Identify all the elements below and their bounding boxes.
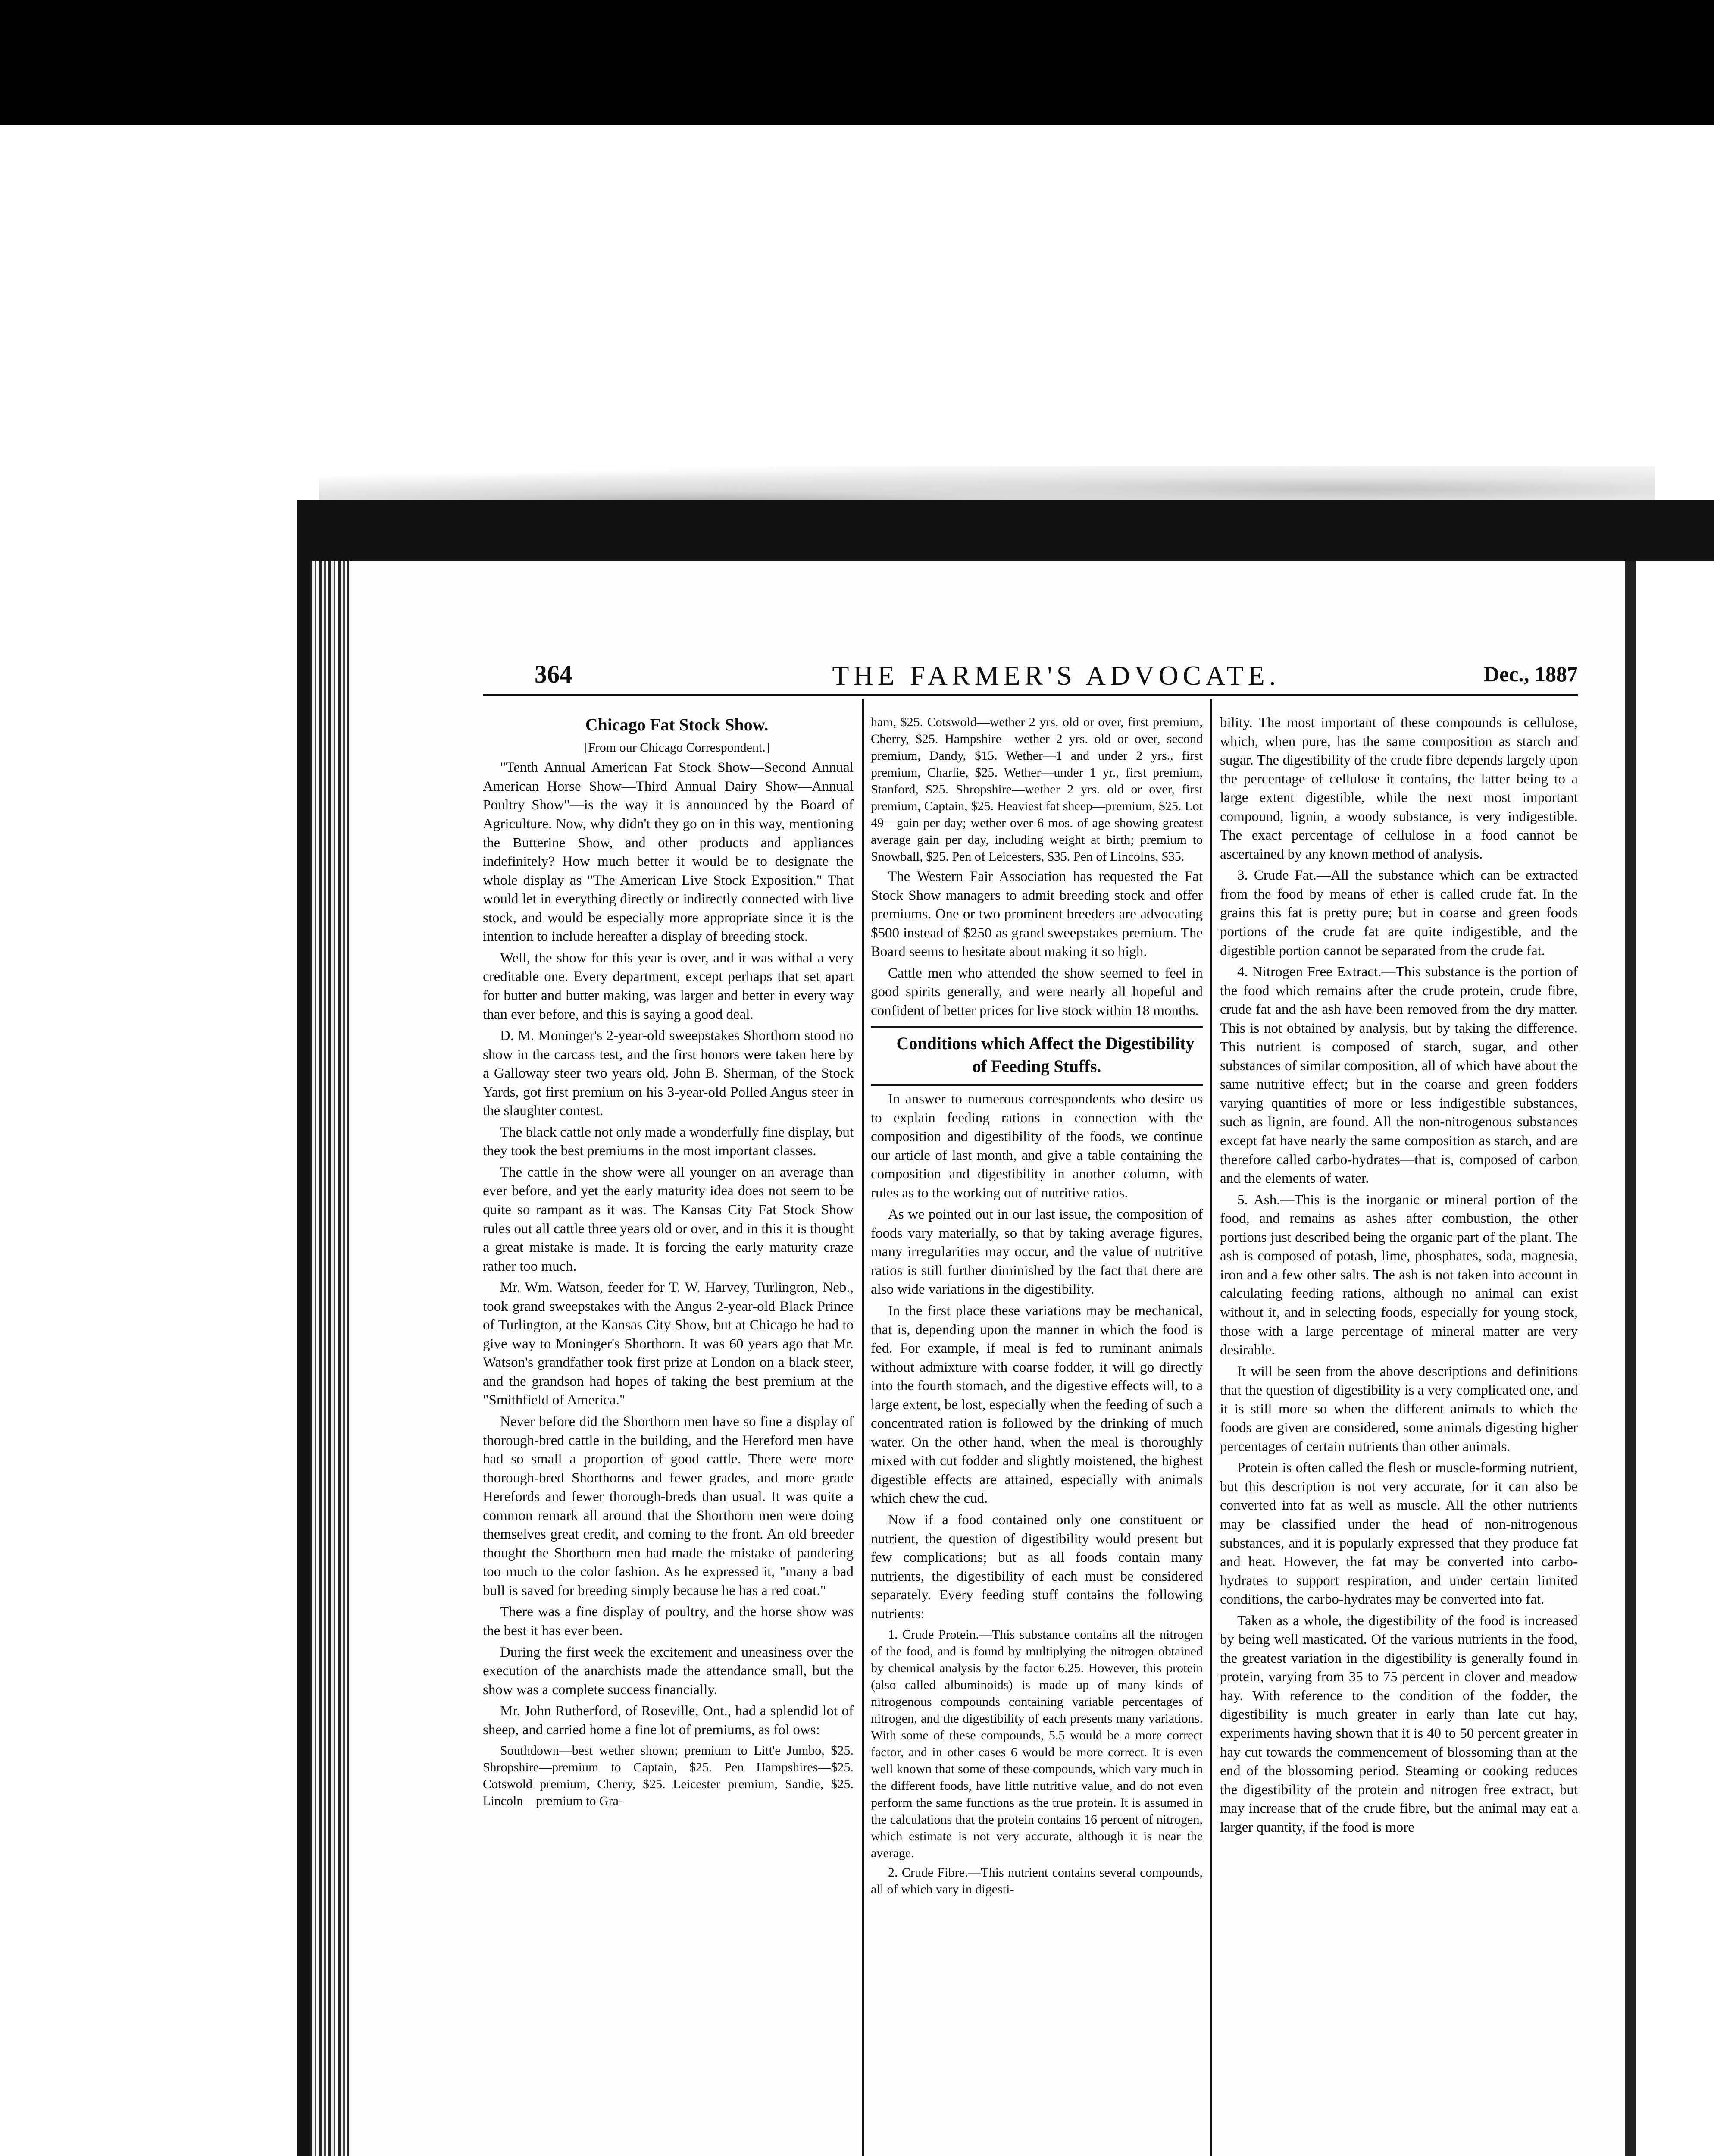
paragraph: 1. Crude Protein.—This substance contains all the nitrogen of the food, and is found by multiplying the nitrogen obtained by chemical analysis by the factor 6.25. However, this protein (also called albuminoids) is made up of many kinds of nitrogenous compounds containing variable percentages of nitrogen, and the digestibility of each presents many variations. With some of these compounds, 5.5 would be a more correct factor, and in other cases 6 would be more correct. It is even well known that some of these compounds, which vary much in the different foods, have little nutritive value, and do not even perform the same functions as the true protein. It is assumed in the calculations that the protein contains 16 percent of nitrogen, which estimate is not very accurate, although it is near the average. <box>871 1627 1203 1861</box>
paragraph: "Tenth Annual American Fat Stock Show—Second Annual American Horse Show—Third Annual Dairy Show—Annual Poultry Show"—is the way it is announced by the Board of Agriculture. Now, why didn't they go on in this way, mentioning the Butterine Show, and other products and appliances indefinitely? How much better it would be to designate the whole display as "The American Live Stock Exposition." That would let in everything directly or indirectly connected with live stock, and would be especially more appropriate since it is the intention to include hereafter a display of breeding stock. <box>483 760 854 945</box>
facing-page <box>1636 561 1714 2156</box>
column-3 <box>1220 714 1578 2156</box>
paragraph: There was a fine display of poultry, and the horse show was the best it has ever been. <box>483 1604 854 1639</box>
masthead-title: THE FARMER'S ADVOCATE. <box>832 660 1280 691</box>
paragraph: 3. Crude Fat.—All the substance which can be extracted from the food by means of ether is called crude fat. In the grains this fat is pretty pure; but in coarse and green foods portions of the crude fat are quite indigestible, and the digestible portion cannot be separated from the crude fat. <box>1220 868 1578 959</box>
paragraph: Protein is often called the flesh or muscle-forming nutrient, but this description is not very accurate, for it can also be converted into fat as well as muscle. All the other nutrients may be classified under the head of non-nitrogenous substances, and it is popularly expressed that they produce fat and heat. However, the fat may be converted into carbo-hydrates to support respiration, and under certain limited conditions, the carbo-hydrates may be converted into fat. <box>1220 1460 1578 1608</box>
paragraph: The cattle in the show were all younger on an average than ever before, and yet the early maturity idea does not seem to be quite so rampant as it was. The Kansas City Fat Stock Show rules out all cattle three years old or over, and in this it is thought a great mistake is made. It is forcing the early maturity craze rather too much. <box>483 1164 854 1274</box>
paragraph: Never before did the Shorthorn men have so fine a display of thorough-bred cattle in the building, and the Hereford men have had so small a proportion of good cattle. There were more thorough-bred Shorthorns and fewer grades, and more grade Herefords and fewer thorough-breds than usual. It was quite a common remark all around that the Shorthorn men were doing themselves great credit, and coming to the front. An old breeder thought the Shorthorn men had made the mistake of pandering too much to the color fashion. As he expressed it, "many a bad bull is saved for breeding simply because he has a red coat." <box>483 1413 854 1598</box>
paragraph: Mr. Wm. Watson, feeder for T. W. Harvey, Turlington, Neb., took grand sweepstakes with the Angus 2-year-old Black Prince of Turlington, at the Kansas City Show, but at Chicago he had to give way to Moninger's Shorthorn. It was 60 years ago that Mr. Watson's grandfather took first prize at London on a black steer, and the grandson had hopes of taking the best premium at the "Smithfield of America." <box>483 1280 854 1408</box>
page-number: 364 <box>535 660 572 688</box>
paragraph: 2. Crude Fibre.—This nutrient contains several compounds, all of which vary in digesti- <box>871 1865 1203 1897</box>
title-rule <box>871 1084 1203 1086</box>
header-rule <box>483 694 1578 696</box>
paragraph: D. M. Moninger's 2-year-old sweepstakes Shorthorn stood no show in the carcass test, and the first honors were taken here by a Galloway steer two years old. John B. Sherman, of the Stock Yards, got first premium on his 3-year-old Polled Angus steer in the slaughter contest. <box>483 1028 854 1119</box>
paragraph: ham, $25. Cotswold—wether 2 yrs. old or over, first premium, Cherry, $25. Hampshire—wether 2 yrs. old or over, second premium, Dandy, $15. Wether—1 and under 2 yrs., first premium, Charlie, $25. Wether—under 1 yr., first premium, Stanford, $25. Shropshire—wether 2 yrs. old or over, first premium, Captain, $25. Heaviest fat sheep—premium, $25. Lot 49—gain per day; wether over 6 mos. of age showing greatest average gain per day, including weight at birth; premium to Snowball, $25. Pen of Leicesters, $35. Pen of Lincolns, $35. <box>871 715 1203 864</box>
paragraph: In answer to numerous correspondents who desire us to explain feeding rations in connection with the composition and digestibility of the foods, we continue our article of last month, and give a table containing the composition and digestibility in another column, with rules as to the working out of nutritive ratios. <box>871 1091 1203 1201</box>
paragraph: The Western Fair Association has requested the Fat Stock Show managers to admit breeding stock and offer premiums. One or two prominent breeders are advocating $500 instead of $250 as grand sweepstakes premium. The Board seems to hesitate about making it so high. <box>871 869 1203 960</box>
paragraph: Mr. John Rutherford, of Roseville, Ont., had a splendid lot of sheep, and carried home a fine lot of premiums, as fol ows: <box>483 1703 854 1738</box>
paragraph: 4. Nitrogen Free Extract.—This substance is the portion of the food which remains after the crude protein, crude fibre, crude fat and the ash have been removed from the dry matter. This is not obtained by analysis, but by taking the difference. This nutrient is composed of starch, sugar, and other substances of similar composition, all of which have about the same nutritive effect; but in the coarse and green fodders varying quantities of more or less indigestible substances, such as lignin, are found. All the non-nitrogenous substances except fat have nearly the same composition as starch, and are therefore called carbo-hydrates—that is, composed of carbon and the elements of water. <box>1220 964 1578 1187</box>
paragraph: The black cattle not only made a wonderfully fine display, but they took the best premiums in the most important classes. <box>483 1124 854 1159</box>
issue-date: Dec., 1887 <box>1484 662 1578 686</box>
column-1 <box>483 714 854 2156</box>
premium-list: Southdown—best wether shown; premium to Litt'e Jumbo, $25. Shropshire—premium to Captain, $25. Pen Hampshires—$25. Cotswold premium, Cherry, $25. Leicester premium, Sandie, $25. Lincoln—premium to Gra- <box>483 1743 854 1808</box>
paragraph: It will be seen from the above descriptions and definitions that the question of digestibility is a very complicated one, and it is still more so when the different animals to which the foods are given are considered, some animals digesting higher percentages of certain nutrients than other animals. <box>1220 1363 1578 1454</box>
column-divider-1 <box>862 699 864 2156</box>
paragraph: Now if a food contained only one constituent or nutrient, the question of digestibility would present but few complications; but as all foods contain many nutrients, the digestibility of each must be considered separately. Every feeding stuff contains the following nutrients: <box>871 1512 1203 1622</box>
paragraph: During the first week the excitement and uneasiness over the execution of the anarchists made the attendance small, but the show was a complete success financially. <box>483 1644 854 1698</box>
page-header <box>535 660 1578 690</box>
column-2 <box>871 714 1203 2156</box>
column-divider-2 <box>1210 699 1212 2156</box>
paragraph: Taken as a whole, the digestibility of the food is increased by being well masticated. Of the various nutrients in the food, the greatest variation in the digestibility is generally found in protein, varying from 35 to 75 percent in clover and meadow hay. With reference to the condition of the fodder, the digestibility is much greater in early than late cut hay, experiments having shown that it is 40 to 50 percent greater in hay cut towards the commencement of blossoming than at the end of the blossoming period. Steaming or cooking reduces the digestibility of the protein and nitrogen free extract, but may increase that of the crude fibre, but the animal may eat a larger quantity, if the food is more <box>1220 1613 1578 1835</box>
paragraph: In the first place these variations may be mechanical, that is, depending upon the manner in which the food is fed. For example, if meal is fed to ruminant animals without admixture with coarse fodder, it will go directly into the fourth stomach, and the digestive effects will, to a large extent, be lost, especially when the feeding of such a concentrated ration is followed by the drinking of much water. On the other hand, when the meal is thoroughly mixed with cut fodder and slightly moistened, the highest digestible effects are attained, especially with animals which chew the cud. <box>871 1303 1203 1507</box>
facing-page-edge <box>1625 561 1636 2156</box>
paragraph: bility. The most important of these compounds is cellulose, which, when pure, has the same composition as starch and sugar. The digestibility of the crude fibre depends largely upon the percentage of cellulose it contains, the latter being to a large extent digestible, while the next most important compound, lignin, a woody substance, is very indigestible. The exact percentage of cellulose in a food cannot be ascertained by any known method of analysis. <box>1220 715 1578 862</box>
page-edges <box>310 561 349 2156</box>
paragraph: Well, the show for this year is over, and it was withal a very creditable one. Every department, except perhaps that set apart for butter and butter making, was larger and better in every way than ever before, and this is saying a good deal. <box>483 950 854 1022</box>
article-title: Conditions which Affect the Digestibility of Feeding Stuffs. <box>896 1034 1195 1076</box>
article-title: Chicago Fat Stock Show. <box>585 715 769 734</box>
paragraph: Cattle men who attended the show seemed to feel in good spirits generally, and were nearly all hopeful and confident of better prices for live stock within 18 months. <box>871 965 1203 1018</box>
article-separator <box>871 1026 1203 1028</box>
paragraph: As we pointed out in our last issue, the composition of foods vary materially, so that by taking average figures, many irregularities may occur, and the value of nutritive ratios is still further diminished by the fact that there are also wide variations in the digestibility. <box>871 1206 1203 1297</box>
paragraph: 5. Ash.—This is the inorganic or mineral portion of the food, and remains as ashes after combustion, the other portions just described being the organic part of the plant. The ash is composed of potash, lime, phosphates, soda, magnesia, iron and a few other salts. The ash is not taken into account in calculating feeding rations, although no animal can exist without it, and in selecting foods, especially for young stock, those with a large percentage of mineral matter are very desirable. <box>1220 1192 1578 1358</box>
article-subtitle: [From our Chicago Correspondent.] <box>584 740 770 755</box>
